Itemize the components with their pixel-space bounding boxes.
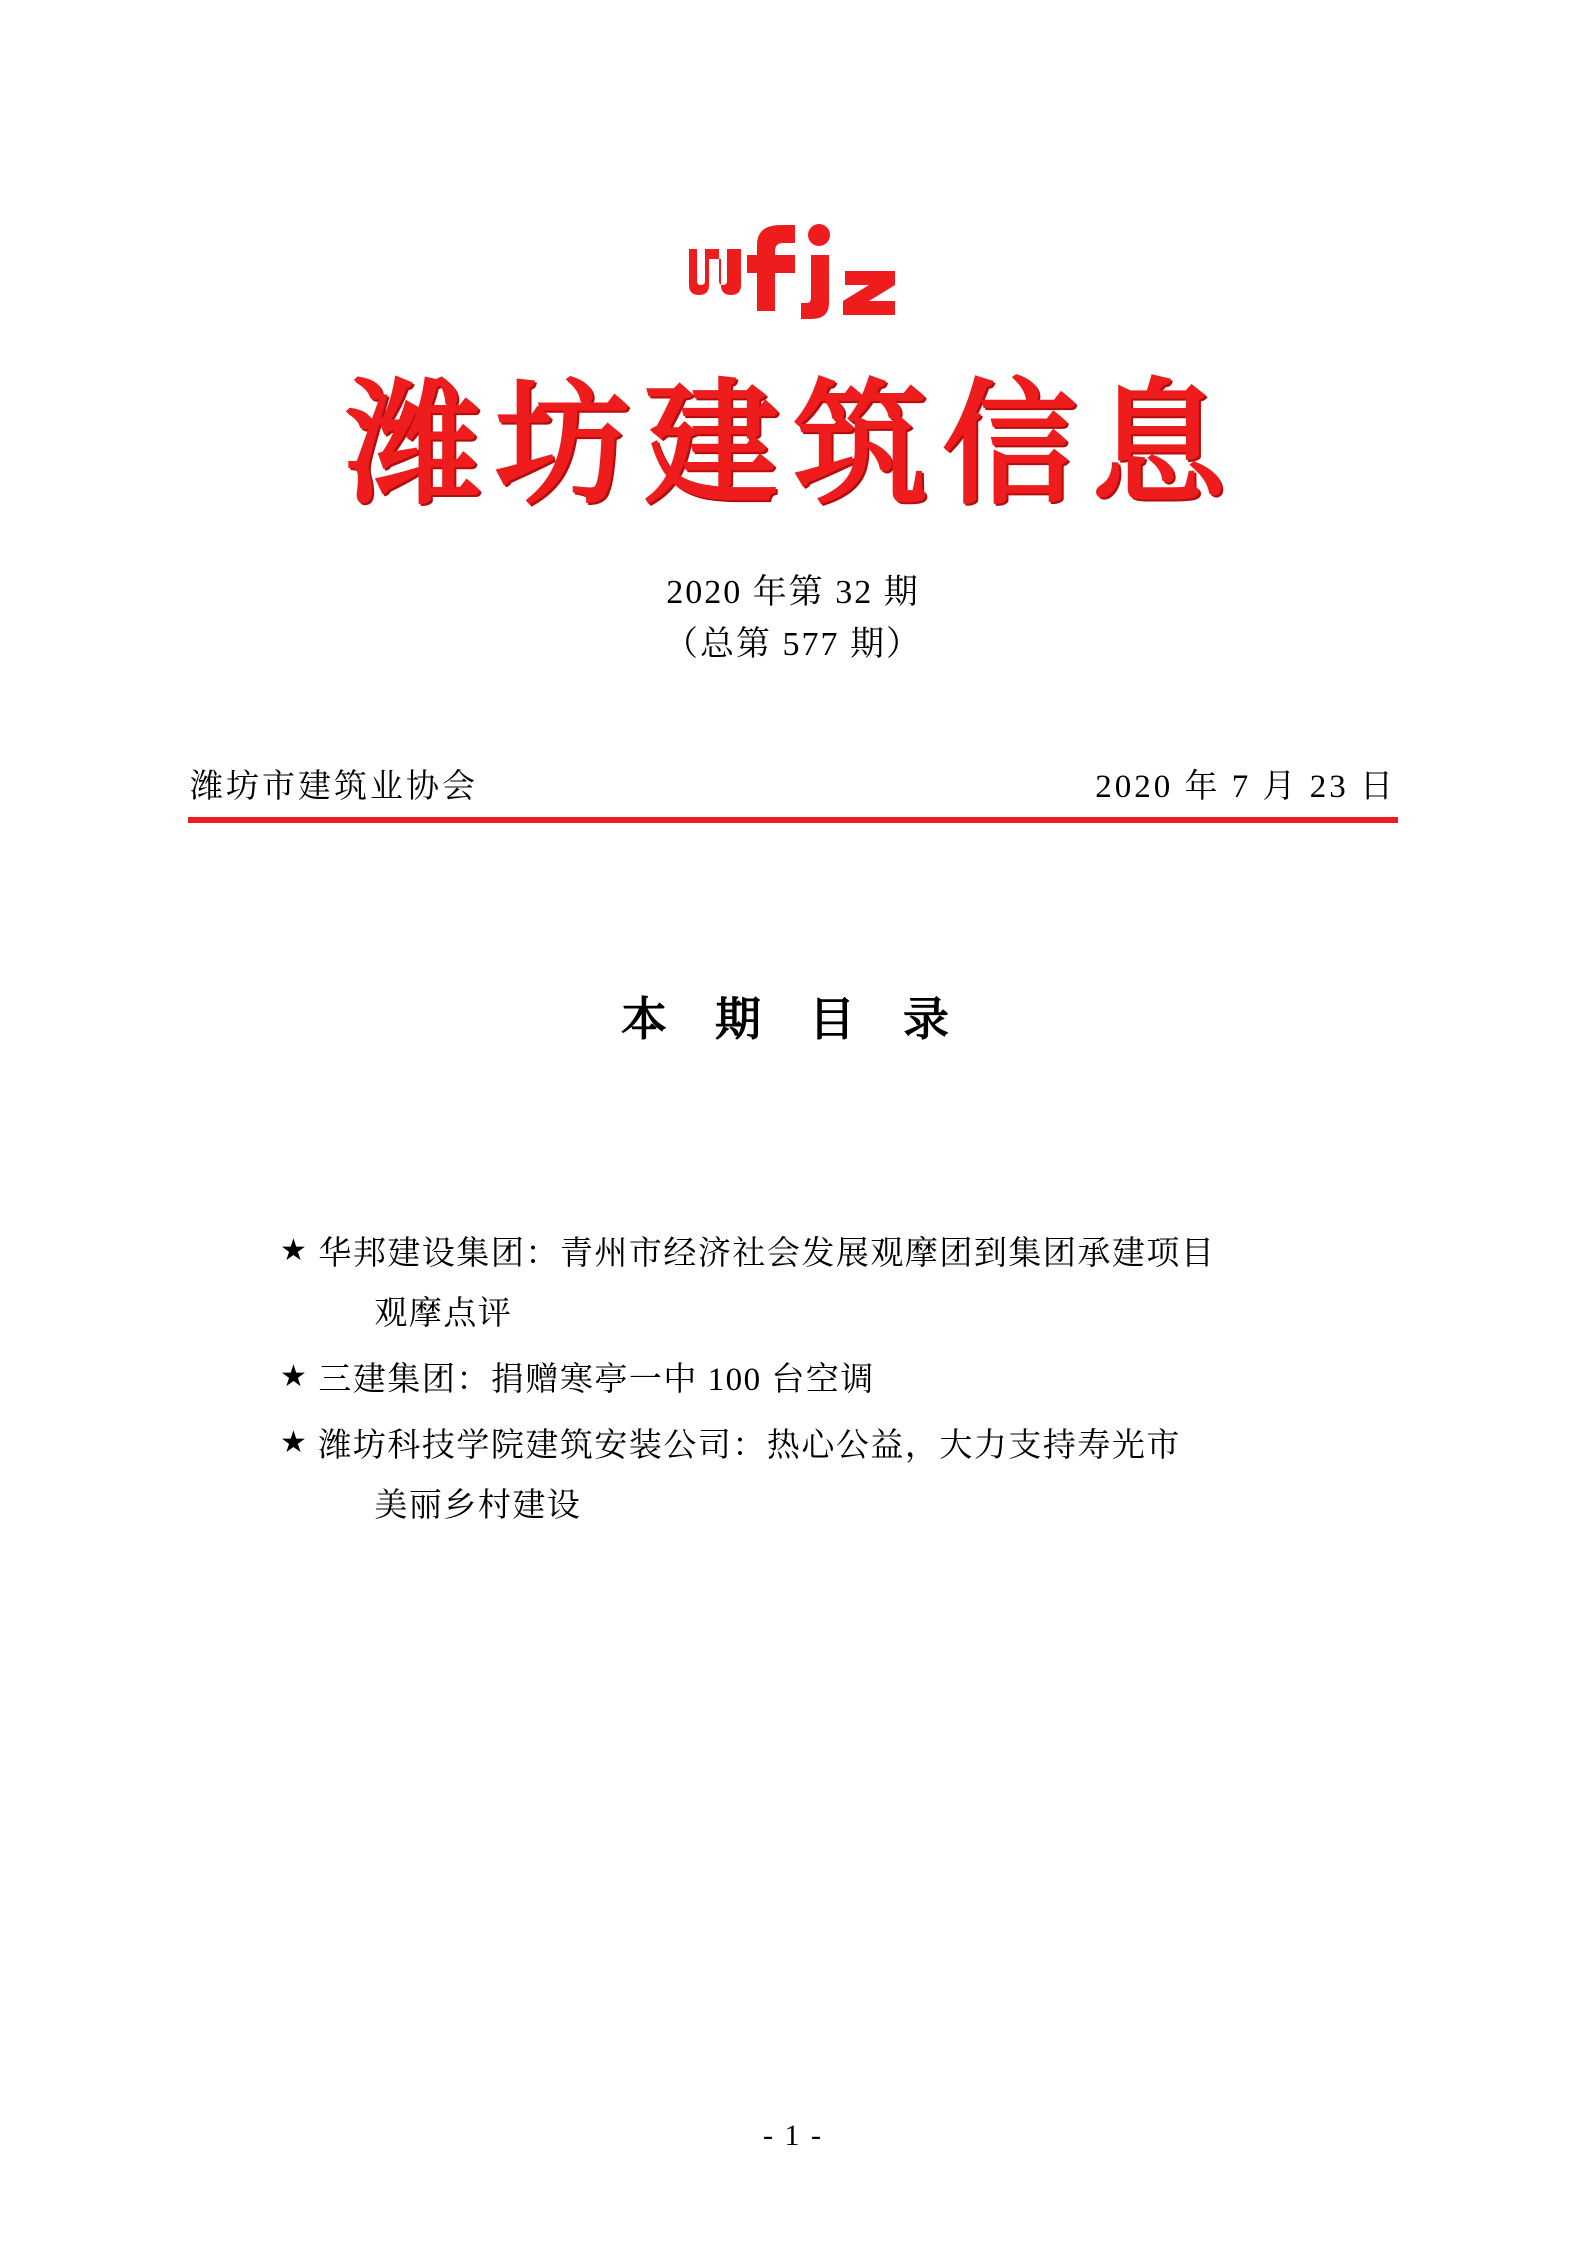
contents-item-text [318,1224,1341,1344]
issue-info [150,567,1436,672]
issue-total-number: （总第 577 期） [664,626,922,664]
wfjz-logo-icon [683,215,903,325]
contents-item-line1: 三建集团：捐赠寒亭一中 100 台空调 [318,1361,875,1398]
list-item[interactable] [280,1350,1341,1410]
contents-item-text [318,1416,1341,1536]
page-number: - 1 - [763,2119,823,2152]
logo-container [150,0,1436,350]
contents-list [150,1224,1436,1536]
publish-date: 2020 年 7 月 23 日 [1095,768,1396,805]
contents-item-line1: 潍坊科技学院建筑安装公司：热心公益，大力支持寿光市 [318,1428,1181,1465]
issue-number: 2020 年第 32 期 [666,573,920,611]
contents-item-line2: 美丽乡村建设 [374,1488,582,1525]
contents-item-line2: 观摩点评 [374,1295,513,1332]
star-icon: ★ [280,1233,309,1267]
header-divider-rule [188,817,1398,823]
contents-title: 本 期 目 录 [620,991,966,1046]
contents-item-line1: 华邦建设集团：青州市经济社会发展观摩团到集团承建项目 [318,1235,1216,1272]
list-item[interactable] [280,1224,1341,1344]
contents-item-text [318,1350,1341,1410]
publisher-row [150,760,1436,817]
star-icon: ★ [280,1426,309,1460]
publisher-name: 潍坊市建筑业协会 [190,768,478,805]
masthead-title: 潍坊建筑信息 [346,364,1240,523]
list-item[interactable] [280,1416,1341,1536]
star-icon: ★ [280,1359,309,1393]
